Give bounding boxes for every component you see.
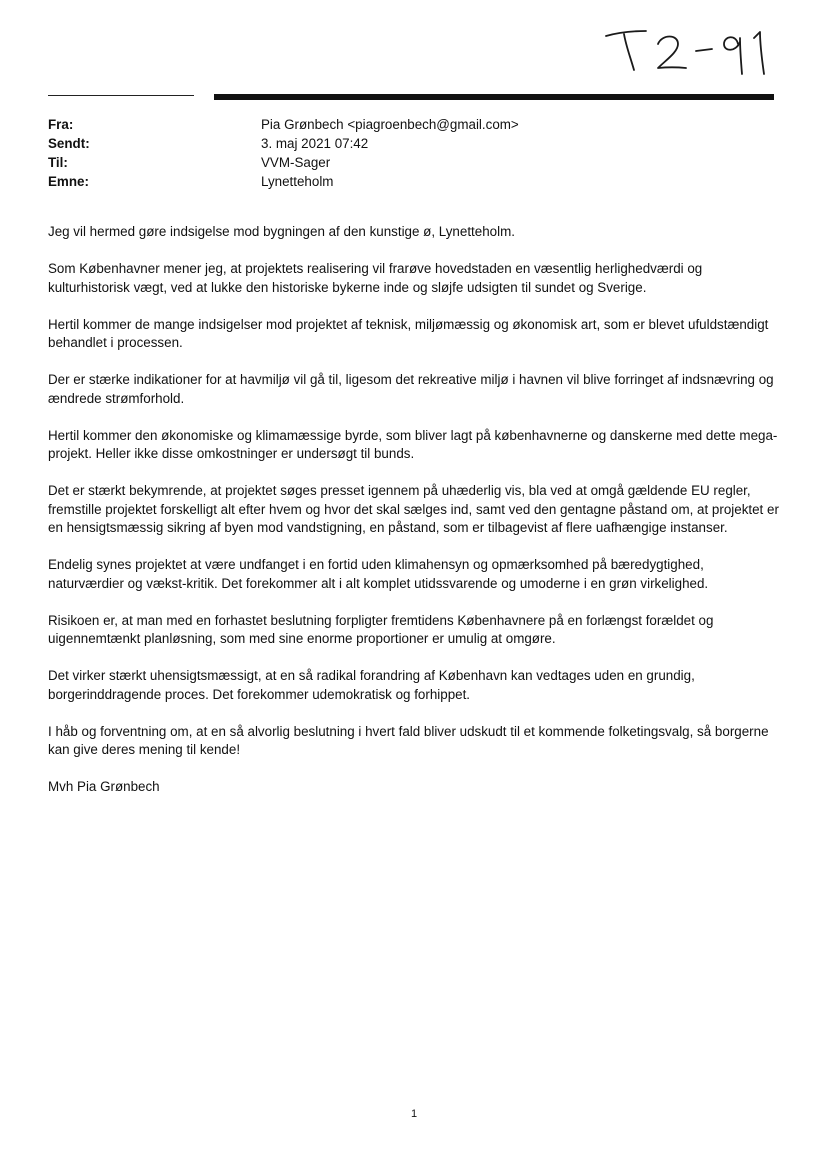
- email-header: [48, 115, 768, 191]
- body-paragraph-5: Hertil kommer den økonomiske og klimamæssige byrde, som bliver lagt på københavnerne og danskerne med dette mega-projekt. Heller ikke disse omkostninger er undersøgt til bunds.: [48, 427, 778, 461]
- body-paragraph-3: Hertil kommer de mange indsigelser mod projektet af teknisk, miljømæssig og økonomisk art, som er blevet ufuldstændigt behandlet i processen.: [48, 316, 769, 350]
- body-paragraph-7: Endelig synes projektet at være undfanget i en fortid uden klimahensyn og opmærksomhed på bæredygtighed, naturværdier og vækst-kritik. Det forekommer alt i alt komplet utidssvarende og umoderne i en grøn virkelighed.: [48, 557, 709, 591]
- body-paragraph-8: Risikoen er, at man med en forhastet beslutning forpligter fremtidens Københavnere på en forlængst forældet og uigennemtænkt planløsning, som med sine enorme proportioner er umulig at omgøre.: [48, 612, 714, 646]
- body-paragraph-4: Der er stærke indikationer for at havmiljø vil gå til, ligesom det rekreative miljø i havnen vil blive forringet af indsnævring og ændrede strømforhold.: [48, 372, 774, 406]
- header-row-from: [48, 115, 768, 134]
- subject-label: Emne:: [48, 174, 89, 189]
- body-paragraph-1: Jeg vil hermed gøre indsigelse mod bygningen af den kunstige ø, Lynetteholm.: [48, 224, 515, 239]
- handwritten-reference-stamp-drawing: [600, 18, 780, 78]
- email-body: [48, 223, 783, 815]
- handwritten-reference-stamp: [600, 18, 780, 78]
- header-divider-short: [48, 95, 194, 96]
- subject-value: Lynetteholm: [261, 174, 334, 189]
- header-row-subject: [48, 172, 768, 191]
- signoff: Mvh Pia Grønbech: [48, 779, 160, 794]
- to-label: Til:: [48, 155, 68, 170]
- to-value: VVM-Sager: [261, 155, 331, 170]
- from-label: Fra:: [48, 117, 74, 132]
- body-paragraph-10: I håb og forventning om, at en så alvorlig beslutning i hvert fald bliver udskudt til et kommende folketingsvalg, så borgerne kan give deres mening til kende!: [48, 723, 769, 757]
- sent-label: Sendt:: [48, 136, 90, 151]
- from-value: Pia Grønbech <piagroenbech@gmail.com>: [261, 117, 519, 132]
- header-divider-thick: [214, 94, 774, 100]
- header-row-sent: [48, 134, 768, 153]
- page-number: 1: [410, 1108, 418, 1120]
- body-paragraph-9: Det virker stærkt uhensigtsmæssigt, at en så radikal forandring af København kan vedtages uden en grundig, borgerinddragende proces. Det forekommer udemokratisk og forhippet.: [48, 668, 695, 702]
- body-paragraph-6: Det er stærkt bekymrende, at projektet søges presset igennem på uhæderlig vis, bla ved at omgå gældende EU regler, fremstille projektet forskelligt alt efter hvem og hvor det skal sælges ind, samt ved den gentagne påstand om, at projektet er en hensigtsmæssig sikring af byen mod vandstigning, en påstand, som er tilbagevist af flere uafhængige instanser.: [48, 483, 779, 535]
- body-paragraph-2: Som Københavner mener jeg, at projektets realisering vil frarøve hovedstaden en væsentlig herlighedværdi og kulturhistorisk vægt, ved at lukke den historiske bykerne inde og sløjfe udsigten til sundet og Sverige.: [48, 261, 703, 295]
- sent-value: 3. maj 2021 07:42: [261, 136, 369, 151]
- header-row-to: [48, 153, 768, 172]
